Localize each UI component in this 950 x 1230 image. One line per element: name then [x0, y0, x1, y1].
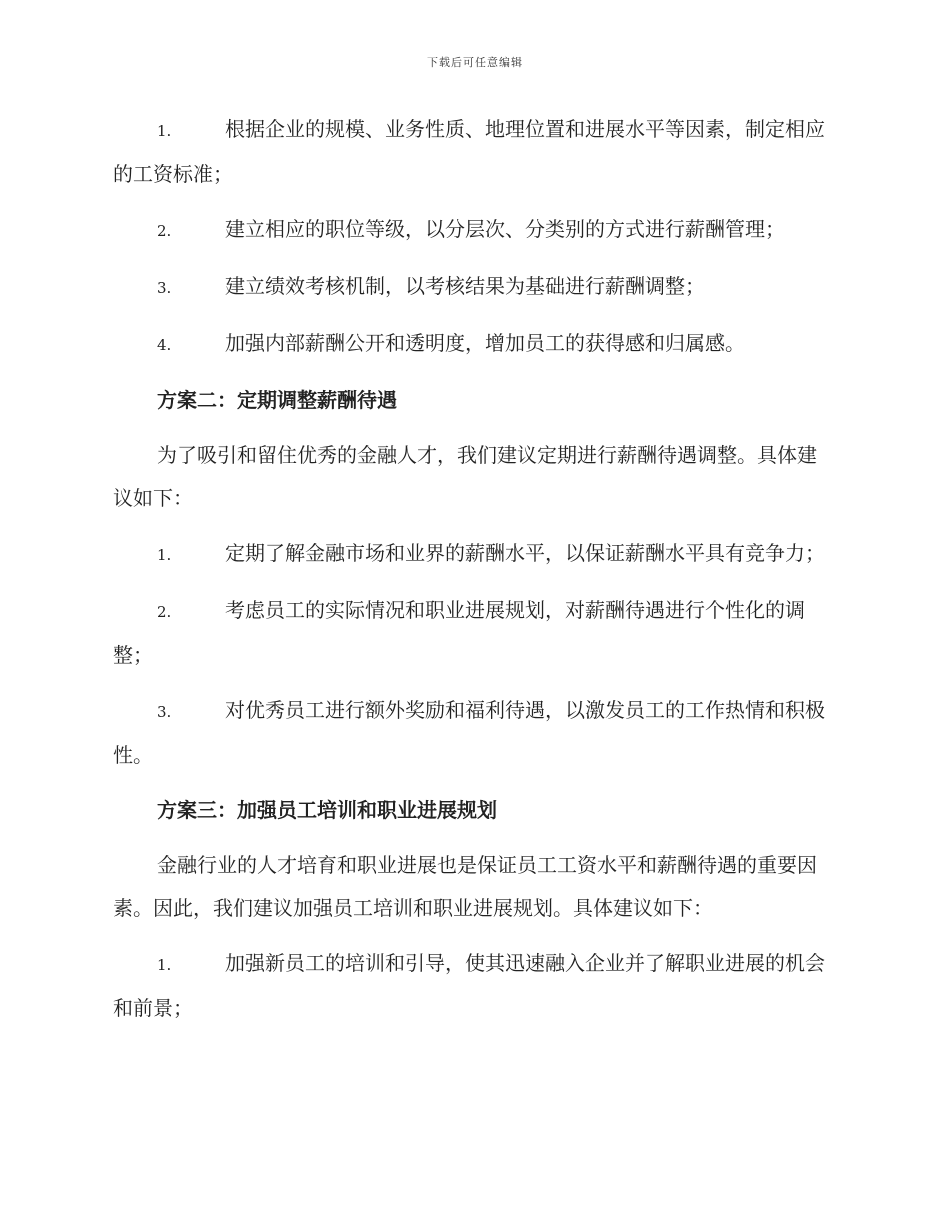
list-text: 对优秀员工进行额外奖励和福利待遇，以激发员工的工作热情和积极性。 [113, 698, 825, 767]
list-text: 定期了解金融市场和业界的薪酬水平，以保证薪酬水平具有竞争力； [225, 541, 825, 565]
list-item [113, 208, 833, 253]
list-number: 1. [157, 956, 172, 974]
list-text: 建立绩效考核机制，以考核结果为基础进行薪酬调整； [225, 274, 705, 298]
list-text: 加强新员工的培训和引导，使其迅速融入企业并了解职业进展的机会和前景； [113, 951, 825, 1020]
list-text: 考虑员工的实际情况和职业进展规划，对薪酬待遇进行个性化的调整； [113, 598, 805, 667]
list-text: 加强内部薪酬公开和透明度，增加员工的获得感和归属感。 [225, 331, 745, 355]
list-number: 4. [157, 336, 172, 354]
section-intro: 为了吸引和留住优秀的金融人才，我们建议定期进行薪酬待遇调整。具体建议如下： [113, 443, 817, 510]
list-number: 1. [157, 546, 172, 564]
list-item [113, 322, 833, 367]
page-header: 下载后可任意编辑 [427, 56, 523, 69]
list-text: 建立相应的职位等级，以分层次、分类别的方式进行薪酬管理； [225, 217, 785, 241]
list-number: 2. [157, 222, 172, 240]
section-heading: 方案二：定期调整薪酬待遇 [157, 388, 397, 412]
list-item [113, 108, 833, 196]
document-body [113, 108, 833, 1042]
list-item [113, 689, 833, 777]
list-number: 3. [157, 279, 172, 297]
list-number: 2. [157, 603, 172, 621]
section-intro: 金融行业的人才培育和职业进展也是保证员工工资水平和薪酬待遇的重要因素。因此，我们建议加强员工培训和职业进展规划。具体建议如下： [113, 853, 817, 920]
list-item [113, 589, 833, 677]
list-item [113, 942, 833, 1030]
list-number: 1. [157, 122, 172, 140]
list-number: 3. [157, 703, 172, 721]
list-item [113, 265, 833, 310]
list-text: 根据企业的规模、业务性质、地理位置和进展水平等因素，制定相应的工资标准； [113, 117, 825, 186]
section-heading: 方案三：加强员工培训和职业进展规划 [157, 798, 497, 822]
list-item [113, 532, 833, 577]
